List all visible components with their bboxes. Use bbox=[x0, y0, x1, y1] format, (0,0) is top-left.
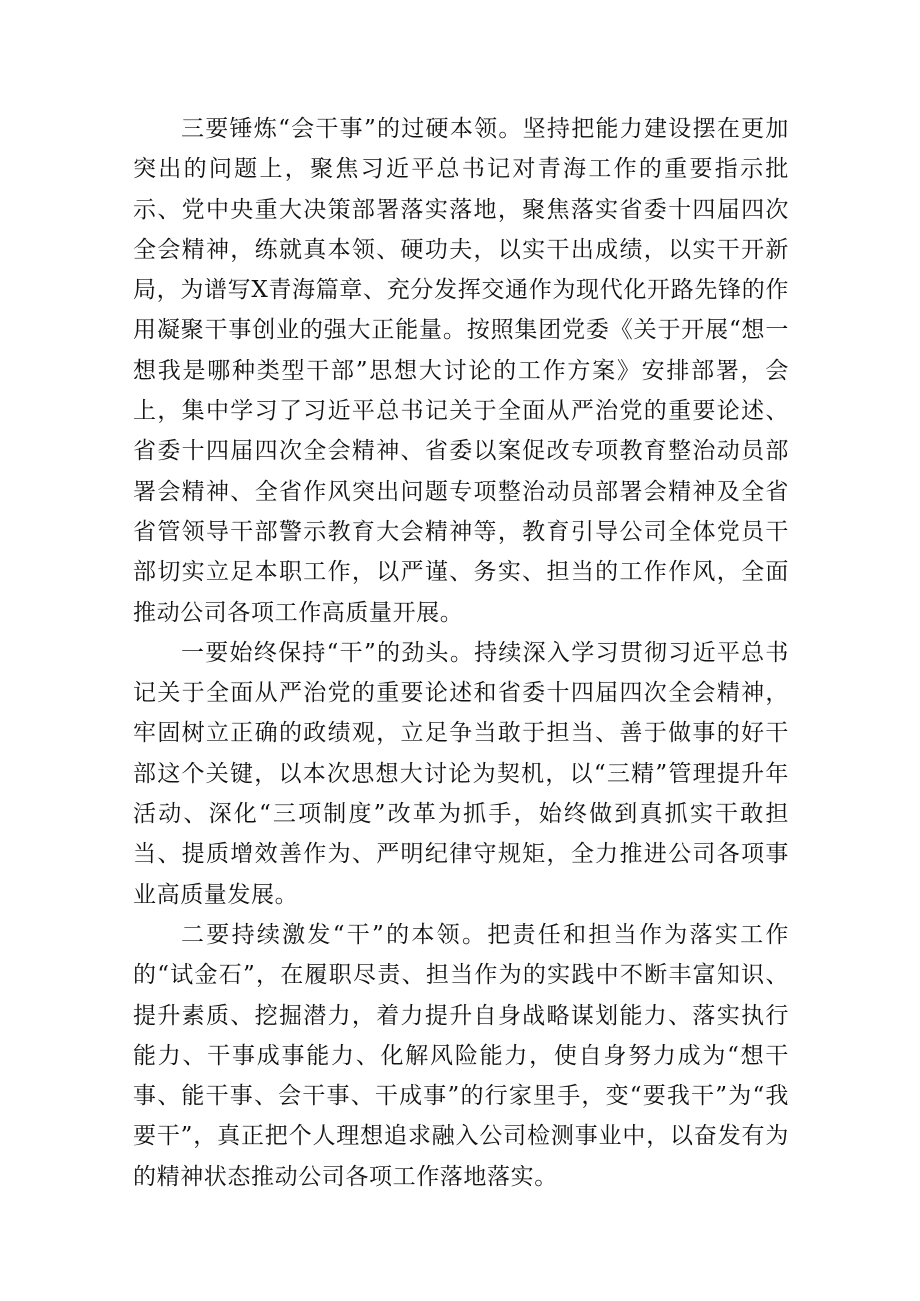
document-body bbox=[133, 109, 789, 1197]
paragraph-item-one: 一要始终保持“干”的劲头。持续深入学习贯彻习近平总书记关于全面从严治党的重要论述和省委十四届四次全会精神，牢固树立正确的政绩观，立足争当敢于担当、善于做事的好干部这个关键，以本次思想大讨论为契机，以“三精”管理提升年活动、深化“三项制度”改革为抓手，始终做到真抓实干敢担当、提质增效善作为、严明纪律守规矩，全力推进公司各项事业高质量发展。 bbox=[133, 639, 789, 908]
paragraph-item-two: 二要持续激发“干”的本领。把责任和担当作为落实工作的“试金石”，在履职尽责、担当作为的实践中不断丰富知识、提升素质、挖掘潜力，着力提升自身战略谋划能力、落实执行能力、干事成事能力、化解风险能力，使自身努力成为“想干事、能干事、会干事、干成事”的行家里手，变“要我干”为“我要干”，真正把个人理想追求融入公司检测事业中，以奋发有为的精神状态推动公司各项工作落地落实。 bbox=[133, 921, 789, 1190]
paragraph-section-three: 三要锤炼“会干事”的过硬本领。坚持把能力建设摆在更加突出的问题上，聚焦习近平总书记对青海工作的重要指示批示、党中央重大决策部署落实落地，聚焦落实省委十四届四次全会精神，练就真本领、硬功夫，以实干出成绩，以实干开新局，为谱写X青海篇章、充分发挥交通作为现代化开路先锋的作用凝聚干事创业的强大正能量。按照集团党委《关于开展“想一想我是哪种类型干部”思想大讨论的工作方案》安排部署，会上，集中学习了习近平总书记关于全面从严治党的重要论述、省委十四届四次全会精神、省委以案促改专项教育整治动员部署会精神、全省作风突出问题专项整治动员部署会精神及全省省管领导干部警示教育大会精神等，教育引导公司全体党员干部切实立足本职工作，以严谨、务实、担当的工作作风，全面推动公司各项工作高质量开展。 bbox=[133, 116, 789, 626]
